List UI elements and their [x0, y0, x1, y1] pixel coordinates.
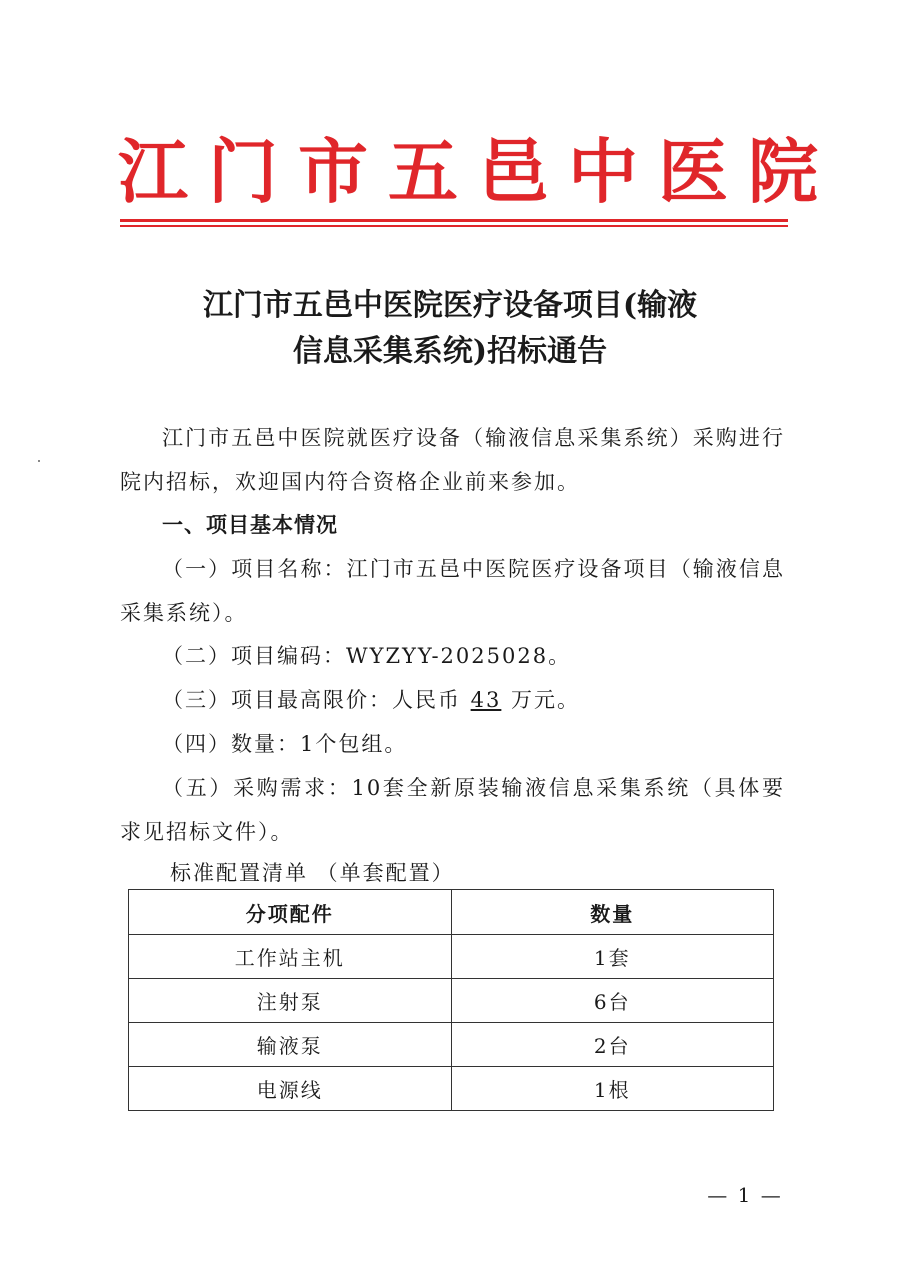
section-heading-basic-info: 一、项目基本情况: [162, 513, 338, 537]
item-project-name: （一）项目名称：江门市五邑中医院医疗设备项目（输液信息采集系统）。: [120, 557, 785, 625]
item-max-price-suffix: 万元。: [511, 688, 580, 712]
letterhead-hospital-name: 江门市五邑中医院: [118, 130, 838, 213]
item-quantity: （四）数量：1个包组。: [162, 732, 408, 756]
cell-component: 工作站主机: [129, 935, 452, 979]
item-project-code: （二）项目编码：WYZYY-2025028。: [162, 644, 572, 668]
table-row: [129, 979, 774, 1023]
document-title-line-2: 信息采集系统)招标通告: [292, 334, 608, 369]
table-row: [129, 1067, 774, 1111]
cell-component: 注射泵: [129, 979, 452, 1023]
table-caption: 标准配置清单 （单套配置）: [170, 861, 455, 885]
item-max-price: [120, 678, 785, 722]
cell-component: 输液泵: [129, 1023, 452, 1067]
header-component: 分项配件: [129, 890, 452, 935]
cell-quantity: 6台: [451, 979, 774, 1023]
intro-paragraph: 江门市五邑中医院就医疗设备（输液信息采集系统）采购进行院内招标，欢迎国内符合资格企业前来参加。: [120, 426, 785, 494]
document-title-line-1: 江门市五邑中医院医疗设备项目(输液: [202, 288, 698, 323]
cell-component: 电源线: [129, 1067, 452, 1111]
table-row: [129, 935, 774, 979]
config-table-header-row: [129, 890, 774, 935]
cell-quantity: 1套: [451, 935, 774, 979]
cell-quantity: 2台: [451, 1023, 774, 1067]
cell-quantity: 1根: [451, 1067, 774, 1111]
letterhead-rule-thin: [120, 225, 788, 227]
table-row: [129, 1023, 774, 1067]
page-number: — 1 —: [707, 1183, 783, 1207]
letterhead-rule-thick: [120, 219, 788, 222]
item-requirements: （五）采购需求：10套全新原装输液信息采集系统（具体要求见招标文件）。: [120, 776, 785, 844]
config-table: [128, 889, 774, 1111]
header-quantity: 数量: [451, 890, 774, 935]
document-title: [100, 283, 800, 375]
scan-speck: [38, 460, 40, 462]
item-max-price-prefix: （三）项目最高限价：人民币: [162, 688, 461, 712]
item-max-price-amount: 43: [470, 688, 502, 712]
